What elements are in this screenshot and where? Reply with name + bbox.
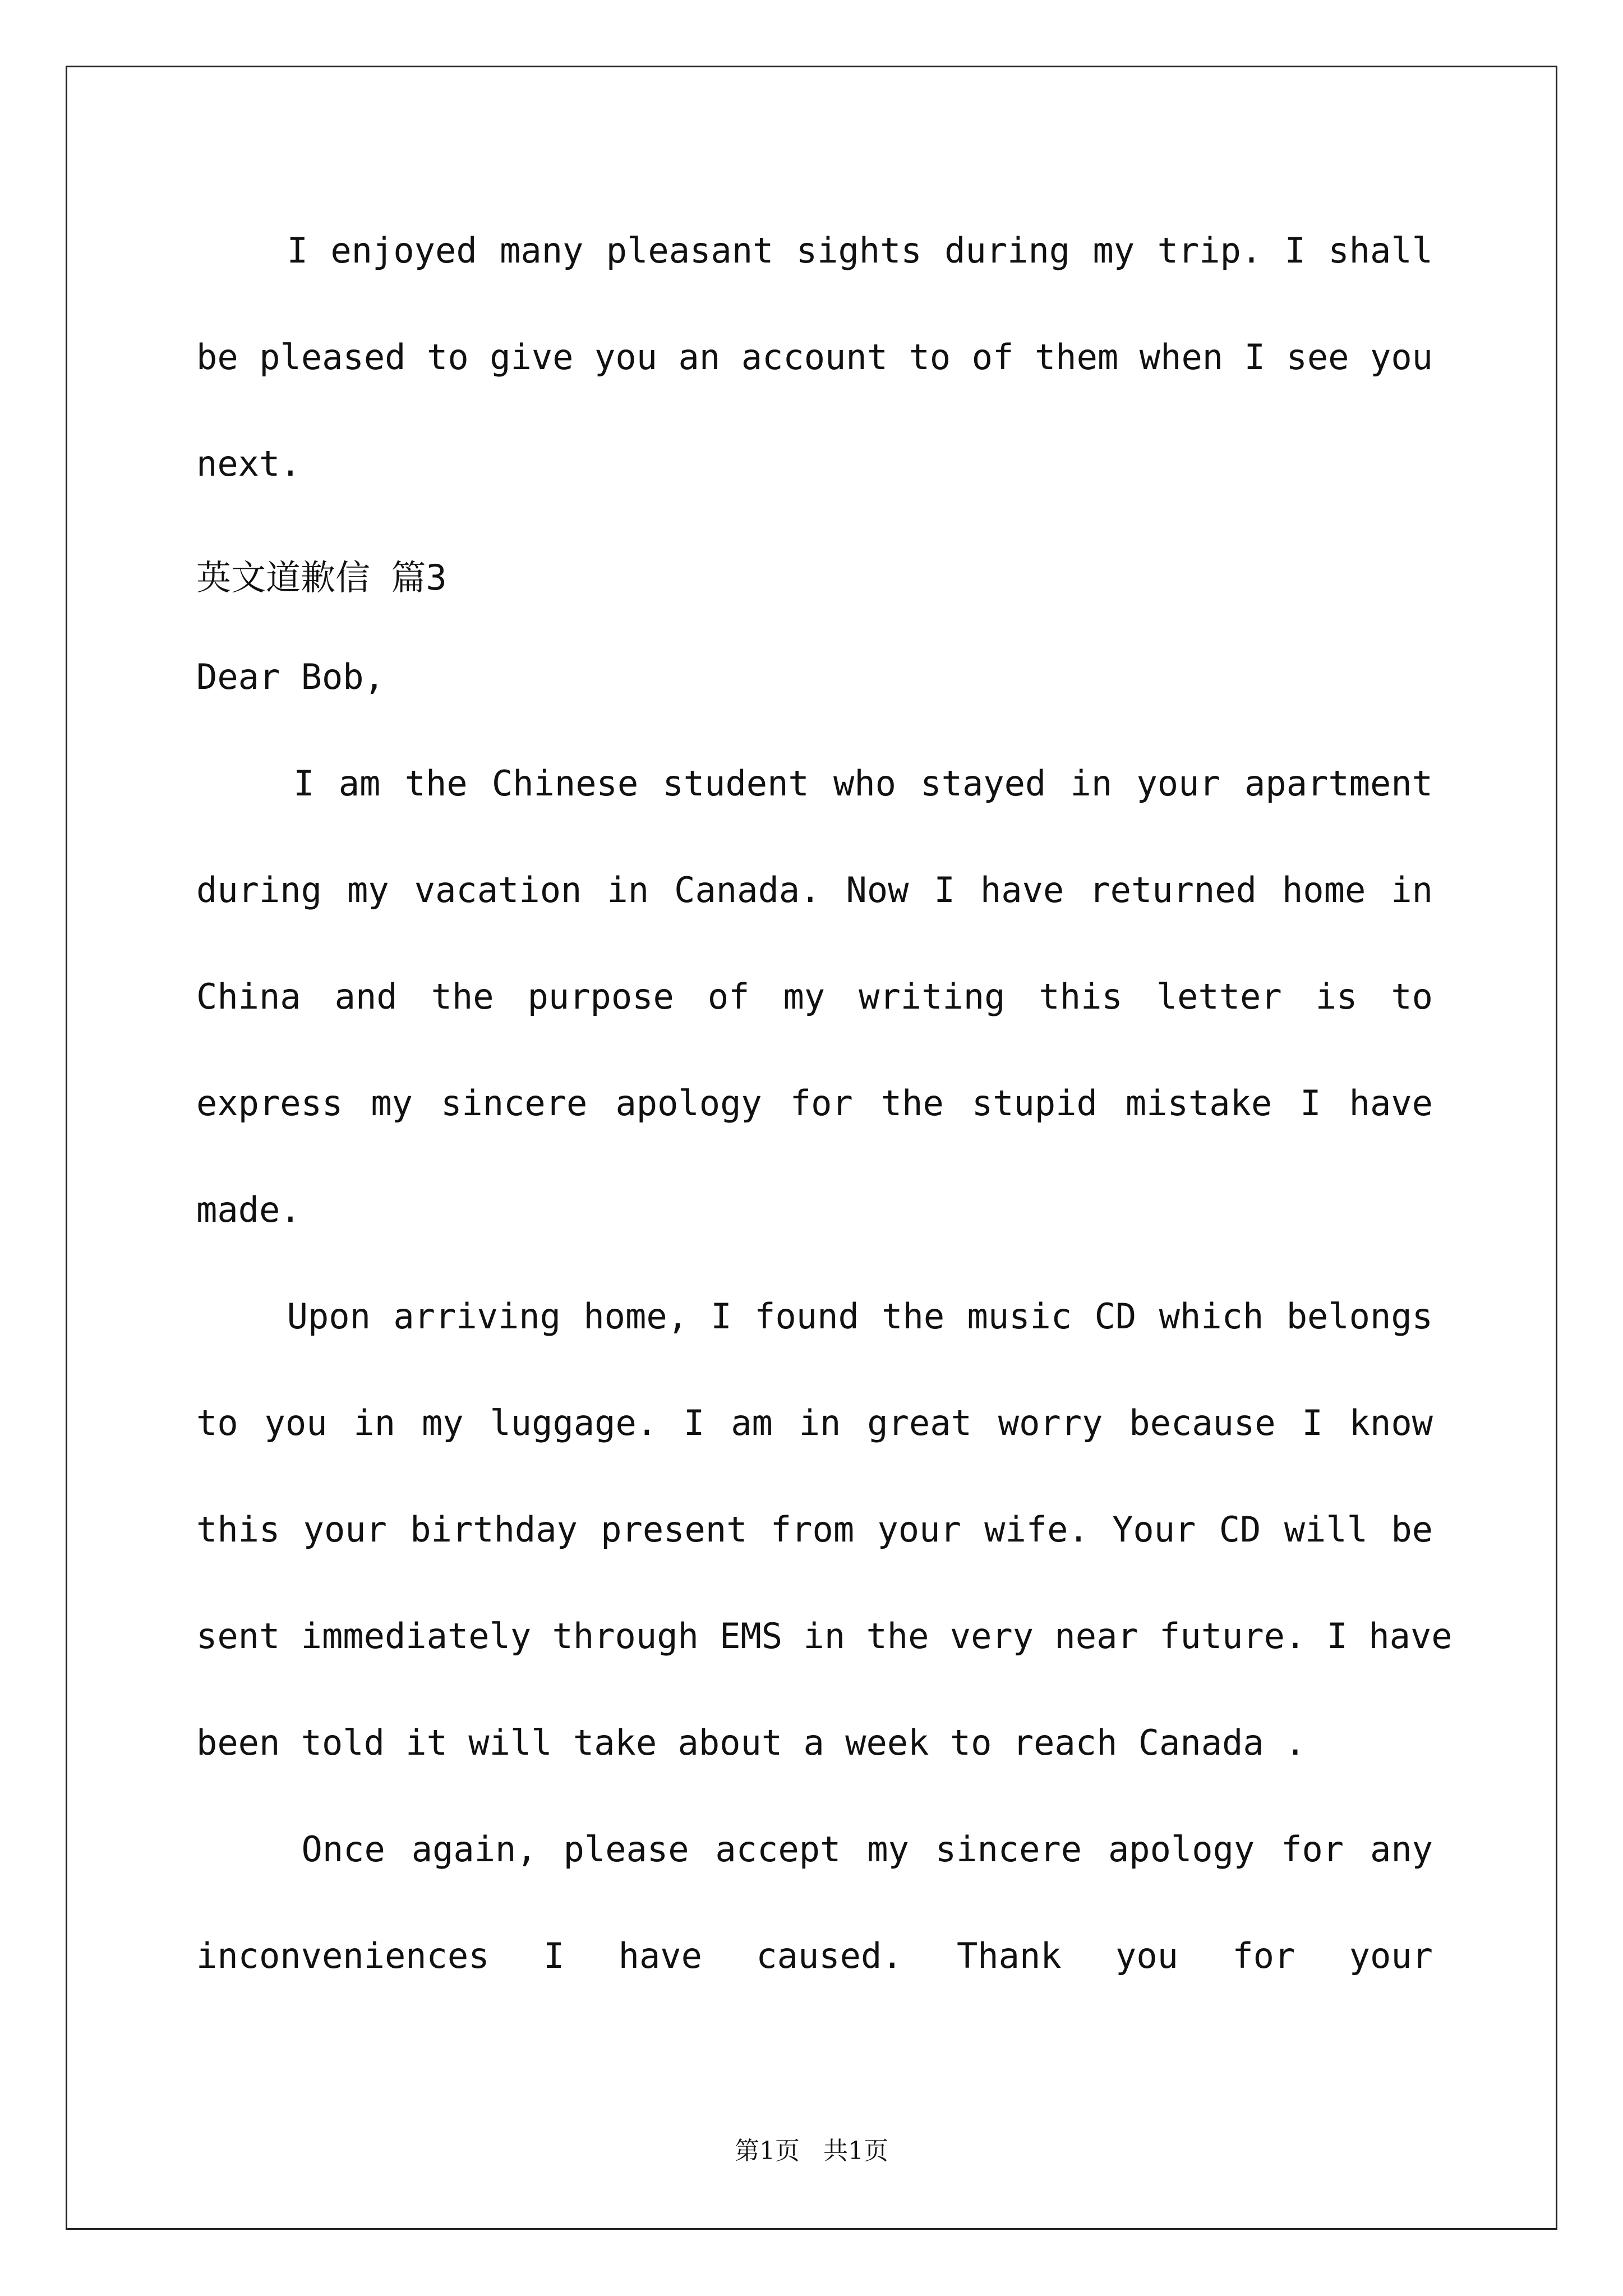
body-line-8: China and the purpose of my writing this letter is to bbox=[196, 976, 1433, 1017]
body-line-6: I am the Chinese student who stayed in your apartment bbox=[196, 763, 1433, 804]
body-line-12: to you in my luggage. I am in great worry because I know bbox=[196, 1402, 1433, 1443]
body-line-9: express my sincere apology for the stupid mistake I have bbox=[196, 1083, 1433, 1124]
body-line-7: during my vacation in Canada. Now I have returned home in bbox=[196, 869, 1433, 910]
body-line-2: be pleased to give you an account to of them when I see you bbox=[196, 337, 1433, 378]
body-line-11: Upon arriving home, I found the music CD which belongs bbox=[196, 1296, 1433, 1337]
body-line-10: made. bbox=[196, 1189, 301, 1230]
salutation: Dear Bob, bbox=[196, 656, 385, 697]
page-border bbox=[66, 66, 1557, 2230]
body-line-1: I enjoyed many pleasant sights during my trip. I shall bbox=[196, 230, 1433, 271]
page-footer: 第1页 共1页 bbox=[735, 2137, 888, 2165]
body-line-14: sent immediately through EMS in the very near future. I have bbox=[196, 1616, 1453, 1657]
body-line-13: this your birthday present from your wife. Your CD will be bbox=[196, 1509, 1433, 1550]
body-line-3: next. bbox=[196, 443, 301, 484]
body-line-15: been told it will take about a week to reach Canada . bbox=[196, 1722, 1306, 1763]
body-line-17: inconveniences I have caused. Thank you for your bbox=[196, 1935, 1433, 1976]
body-line-16: Once again, please accept my sincere apology for any bbox=[196, 1829, 1433, 1870]
section-heading: 英文道歉信 篇3 bbox=[196, 557, 447, 598]
